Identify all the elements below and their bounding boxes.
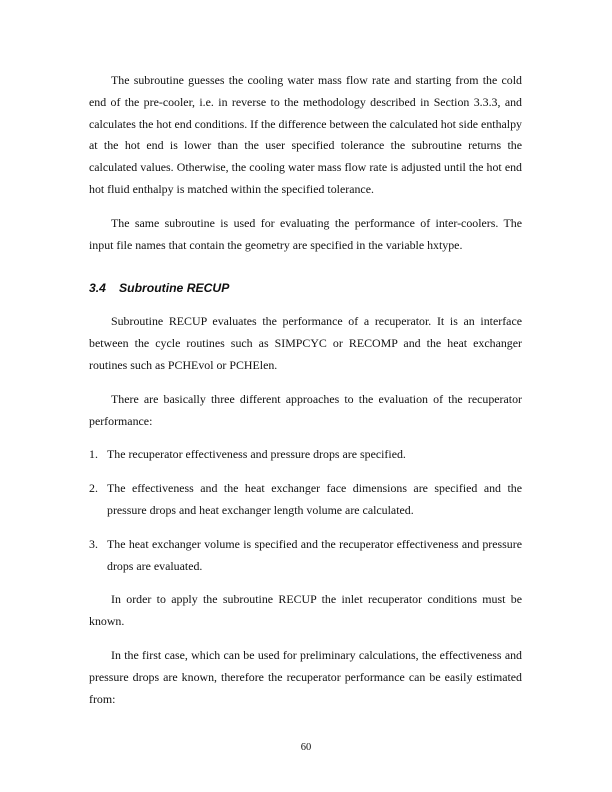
list-item-text: The recuperator effectiveness and pressure drops are specified. [107, 447, 406, 462]
paragraph-subroutine-guesses: The subroutine guesses the cooling water mass flow rate and starting from the cold end of the pre-cooler, i.e. in reverse to the methodology described in Section 3.3.3, and calculates the hot end conditions. If the difference between the calculated hot side enthalpy at the hot end is lower than the user specified tolerance the subroutine returns the calculated values. Otherwise, the cooling water mass flow rate is adjusted until the hot end hot fluid enthalpy is matched within the specified tolerance. [89, 73, 522, 196]
paragraph-approaches: There are basically three different approaches to the evaluation of the recuperator performance: [89, 391, 522, 428]
list-item-text: The effectiveness and the heat exchanger face dimensions are specified and the pressure drops and heat exchanger length volume are calculated. [107, 481, 522, 517]
list-marker: 2. [89, 481, 98, 496]
list-item-text: The heat exchanger volume is specified and the recuperator effectiveness and pressure drops are evaluated. [107, 536, 522, 573]
list-item [89, 534, 522, 578]
paragraph-recup-intro: Subroutine RECUP evaluates the performance of a recuperator. It is an interface between the cycle routines such as SIMPCYC or RECOMP and the heat exchanger routines such as PCHEvol or PCHElen. [89, 314, 522, 372]
page-body [89, 70, 522, 710]
list-item [89, 478, 522, 522]
list-marker: 3. [89, 536, 98, 551]
section-number: 3.4 [89, 281, 106, 296]
paragraph-first-case: In the first case, which can be used for preliminary calculations, the effectiveness and pressure drops are known, therefore the recuperator performance can be easily estimated from: [89, 647, 522, 706]
paragraph-inter-coolers: The same subroutine is used for evaluating the performance of inter-coolers. The input file names that contain the geometry are specified in the variable hxtype. [89, 215, 522, 252]
section-title: Subroutine RECUP [119, 281, 230, 296]
section-heading [89, 279, 522, 297]
paragraph-inlet-conditions: In order to apply the subroutine RECUP the inlet recuperator conditions must be known. [89, 592, 522, 629]
page-number: 60 [300, 742, 312, 753]
list-item [89, 444, 522, 466]
list-marker: 1. [89, 447, 98, 462]
